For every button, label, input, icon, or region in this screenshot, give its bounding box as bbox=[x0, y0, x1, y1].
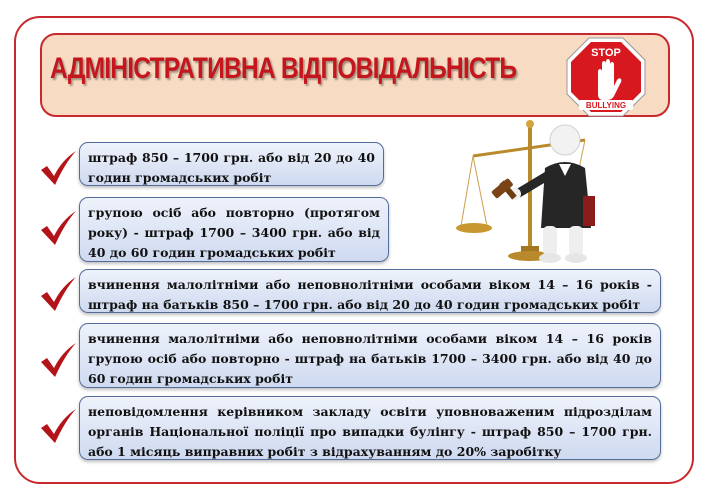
penalty-item: вчинення малолітніми або неповнолітніми особами віком 14 – 16 років - штраф на батьків 850 – 1700 грн. або від 20 до 40 годин громадських робіт bbox=[79, 269, 661, 313]
penalty-item: неповідомлення керівником закладу освіти уповноваженим підрозділам органів Національної поліції про випадки булінгу - штраф 850 – 1700 грн. або 1 місяць виправних робіт з відрахуванням до 20% заробітку bbox=[79, 396, 661, 460]
penalty-item: групою осіб або повторно (протягом року) - штраф 1700 – 3400 грн. або від 40 до 60 годин громадських робіт bbox=[79, 197, 389, 262]
penalty-item: вчинення малолітніми або неповнолітніми особами віком 14 – 16 років групою осіб або повторно - штраф на батьків 1700 – 3400 грн. або від 40 до 60 годин громадських робіт bbox=[79, 323, 661, 388]
check-icon bbox=[38, 208, 78, 248]
page-title: АДМІНІСТРАТИВНА ВІДПОВІДАЛЬНІСТЬ bbox=[50, 52, 517, 85]
check-icon bbox=[38, 148, 78, 188]
check-icon bbox=[38, 340, 78, 380]
judge-scales-illustration bbox=[455, 118, 615, 278]
stop-sign-top-text: STOP bbox=[591, 47, 621, 59]
check-icon bbox=[38, 406, 78, 446]
stop-sign-bottom-text: BULLYING bbox=[585, 101, 627, 110]
stop-bullying-icon bbox=[565, 36, 647, 118]
penalty-item: штраф 850 – 1700 грн. або від 20 до 40 годин громадських робіт bbox=[79, 142, 384, 186]
check-icon bbox=[38, 274, 78, 314]
